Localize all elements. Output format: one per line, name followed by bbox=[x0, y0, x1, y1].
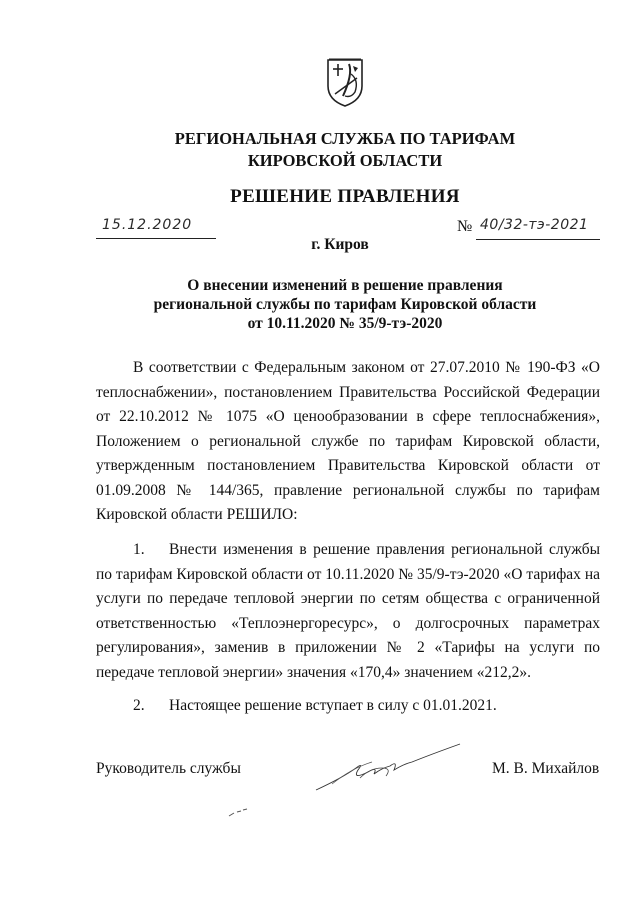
pen-mark bbox=[228, 808, 248, 818]
list-item-text: Настоящее решение вступает в силу с 01.01.2021. bbox=[169, 697, 497, 714]
list-item-number: 2. bbox=[133, 697, 145, 714]
list-item bbox=[96, 694, 600, 719]
title-line3: от 10.11.2020 № 35/9-тэ-2020 bbox=[247, 315, 443, 332]
title-line1: О внесении изменений в решение правления bbox=[187, 277, 503, 294]
document-title bbox=[0, 276, 640, 333]
handwritten-signature bbox=[312, 738, 462, 798]
list-item-number: 1. bbox=[133, 541, 145, 558]
document-number: 40/32-тэ-2021 bbox=[480, 217, 589, 233]
signatory-name: М. В. Михайлов bbox=[492, 760, 600, 777]
org-name-line1: РЕГИОНАЛЬНАЯ СЛУЖБА ПО ТАРИФАМ bbox=[174, 129, 516, 148]
list-item bbox=[96, 538, 600, 685]
org-name-line2: КИРОВСКОЙ ОБЛАСТИ bbox=[247, 151, 443, 170]
document-type: РЕШЕНИЕ ПРАВЛЕНИЯ bbox=[230, 186, 460, 207]
city-name: г. Киров bbox=[311, 236, 369, 253]
number-label: № bbox=[457, 218, 473, 235]
document-date: 15.12.2020 bbox=[102, 217, 193, 233]
preamble-paragraph: В соответствии с Федеральным законом от 27.07.2010 № 190-ФЗ «О теплоснабжении», постановлением Правительства Российской Федерации от 22.10.2012 № 1075 «О ценообразовании в сфере теплоснабжения», Положением о региональной службе по тарифам Кировской области, утвержденным постановлением Правительства Кировской области от 01.09.2008 № 144/365, правление региональной службы по тарифам Кировской области РЕШИЛО: bbox=[96, 359, 600, 523]
signatory-role: Руководитель службы bbox=[96, 760, 241, 777]
list-item-text: Внести изменения в решение правления региональной службы по тарифам Кировской области от 10.11.2020 № 35/9-тэ-2020 «О тарифах на услуги по передаче тепловой энергии по сетям общества с ограниченной ответственностью «Теплоэнергоресурс», о долгосрочных параметрах регулирования», заменив в приложении № 2 «Тарифы на услуги по передаче тепловой энергии» значения «170,4» значением «212,2». bbox=[96, 541, 600, 681]
title-line2: региональной службы по тарифам Кировской области bbox=[153, 296, 537, 313]
coat-of-arms-icon bbox=[325, 56, 365, 108]
